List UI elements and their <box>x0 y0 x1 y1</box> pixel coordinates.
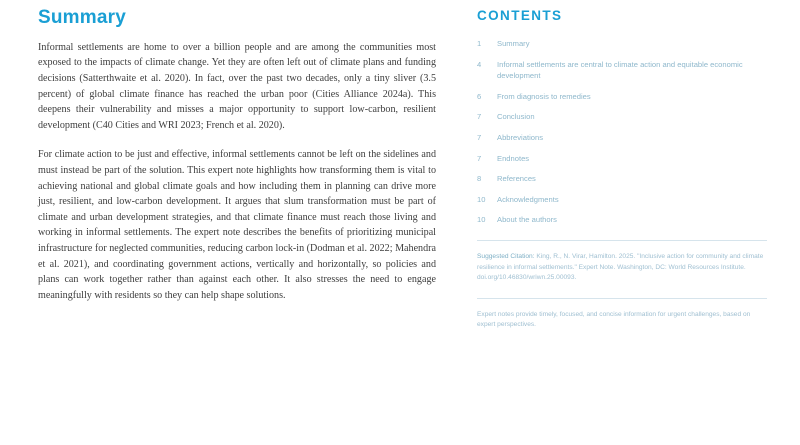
citation-text: King, R., N. Virar, Hamilton. 2025. "Inclusive action for community and climate resilience in informal settlements." Expert Note. Washington, DC: World Resources Institute. doi.org/10.46830/wriwn.25.00093. <box>477 252 764 282</box>
toc-page-number: 10 <box>477 194 486 204</box>
toc-entry-label: Endnotes <box>497 153 530 163</box>
contents-heading: CONTENTS <box>477 8 563 23</box>
toc-page-number: 7 <box>477 153 482 163</box>
toc-entry[interactable] <box>477 91 767 103</box>
toc-entry[interactable] <box>477 194 767 206</box>
toc-entry[interactable] <box>477 38 767 50</box>
toc-entry-label: Summary <box>497 39 530 48</box>
toc-entry[interactable] <box>477 214 767 226</box>
citation-lead-label: Suggested Citation: <box>477 252 535 260</box>
contents-sidebar <box>477 8 767 331</box>
expert-note-description: Expert notes provide timely, focused, and concise information for urgent challenges, based on expert perspectives. <box>477 310 751 329</box>
page-bottom-edge <box>0 435 800 445</box>
toc-entry-label: Informal settlements are central to climate action and equitable economic development <box>497 59 743 81</box>
toc-entry[interactable] <box>477 111 767 123</box>
toc-page-number: 7 <box>477 132 482 142</box>
toc-page-number: 10 <box>477 215 486 225</box>
sidebar-divider-top <box>477 240 767 241</box>
main-article-column <box>38 8 436 317</box>
toc-page-number: 4 <box>477 59 482 69</box>
toc-page-number: 7 <box>477 112 482 122</box>
toc-entry[interactable] <box>477 132 767 144</box>
toc-entry[interactable] <box>477 173 767 185</box>
suggested-citation <box>477 252 767 284</box>
toc-entry[interactable] <box>477 59 767 82</box>
toc-page-number: 8 <box>477 174 482 184</box>
page-title: Summary <box>38 7 126 28</box>
toc-entry-label: From diagnosis to remedies <box>497 91 591 101</box>
toc-entry-label: References <box>497 174 536 184</box>
toc-entry-label: Acknowledgments <box>497 194 559 204</box>
summary-paragraph-2: For climate action to be just and effective, informal settlements cannot be left on the sidelines and must instead be part of the solution. This expert note highlights how transforming them is vital to achieving national and global climate goals and how including them in planning can drive more just, resilient, and low-carbon development. It argues that slum transformation must be part of climate and urban development strategies, and that climate finance must reach those living and working in informal settlements. The expert note describes the benefits of prioritizing municipal infrastructure for neglected communities, reducing carbon lock-in (Dodman et al. 2022; Mahendra et al. 2021), and coordinating government actions, vertically and horizontally, so policies and plans can work together rather than against each other. It also stresses the need to engage meaningfully with residents so they can help shape solutions. <box>38 149 436 301</box>
toc-page-number: 6 <box>477 91 482 101</box>
toc-entry-label: Abbreviations <box>497 132 544 142</box>
toc-page-number: 1 <box>477 39 482 48</box>
table-of-contents <box>477 38 767 226</box>
toc-entry-label: About the authors <box>497 215 557 225</box>
sidebar-divider-bottom <box>477 298 767 299</box>
toc-entry-label: Conclusion <box>497 112 535 122</box>
toc-entry[interactable] <box>477 153 767 165</box>
summary-paragraph-1: Informal settlements are home to over a billion people and are among the communities most exposed to the impacts of climate change. Yet they are often left out of climate plans and funding decisions (Satterthwaite et al. 2020). In fact, over the past two decades, only a tiny sliver (3.5 percent) of global climate finance has reached the urban poor (Cities Alliance 2024a). This deepens their vulnerability and misses a major opportunity to support low-carbon, resilient development (C40 Cities and WRI 2023; French et al. 2020). <box>38 41 436 131</box>
